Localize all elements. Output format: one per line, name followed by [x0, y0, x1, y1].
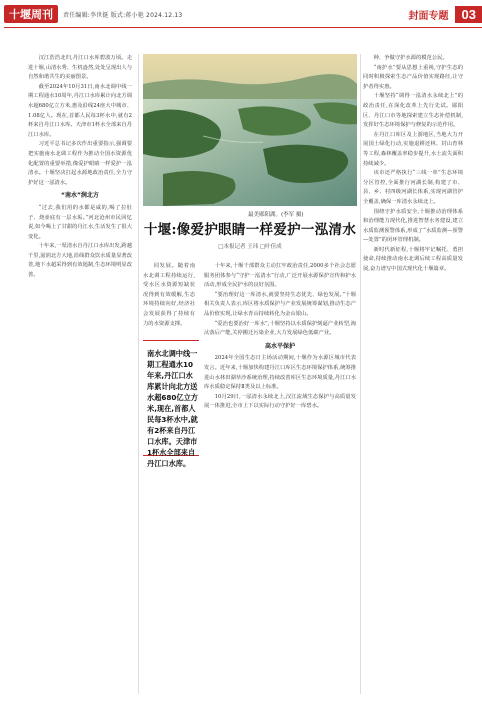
header-left	[4, 5, 182, 23]
paragraph: 2024年全国生态日主场活动期间,十堰作为水源区城市代表发言。近年来,十堰加快构建丹江口库区生态环境保护体系,统筹推进山水林田湖草沙系统治理,持续改善库区生态环境质量,丹江口水库水质稳定保持Ⅱ类及以上标准。	[204, 355, 356, 391]
page-number: 03	[455, 6, 482, 23]
paragraph: 同发展。随着南水北调工程持续运行,受水区水资源短缺状况得到有效缓解,生态环境持续向好,经济社会发展获得了持续有力的水资源支撑。	[143, 263, 195, 327]
paragraph: 十堰坚持“调得一泓清水永续北上”的政治责任,在深化改革上先行先试。郧阳区、丹江口市等地探索建立生态补偿机制,发挥好生态环境保护与修复的示范作用。	[363, 93, 463, 129]
publication-logo: 十堰周刊	[4, 5, 58, 23]
paragraph: 10月29日,一泓清水永续北上,汉江流域生态保护与高质量发展一体推进,全市上下以实际行动守护好一库碧水。	[204, 393, 356, 410]
lake-photo	[143, 54, 357, 206]
paragraph: 围绕守护水质安全,十堰推动治理体系和治理能力现代化,推进智慧水务建设,建立水质监测预警体系,形成了“水质监测—预警—处置”的闭环管理机制。	[363, 208, 463, 244]
subheading: 高水平保护	[264, 342, 295, 350]
article-byline: □本报记者 王玮 □叶佳成	[218, 244, 282, 250]
pull-quote	[143, 340, 199, 468]
header-rule	[4, 27, 482, 28]
paragraph: 新时代新征程,十堰将牢记嘱托、勇担使命,持续推动南水北调后续工程高质量发展,奋力谱写中国式现代化十堰篇章。	[363, 246, 463, 273]
column-divider	[138, 54, 139, 694]
paragraph: “爱治也要治好一库水”,十堰坚持以水质保护倒逼产业转型,淘汰落后产能,关停搬迁污染企业,大力发展绿色低碳产业。	[204, 320, 356, 337]
pull-quote-text: 南水北调中线一期工程通水10年来,丹江口水库累计向北方送水超680亿立方米,现在,首都人民每3杯水中,就有2杯来自丹江口水库。天津市1杯水全部来自丹江口水库。	[147, 349, 198, 468]
column-1	[28, 54, 132, 699]
paragraph: 种、争做守护水源的模范公民。	[373, 55, 448, 61]
subheading: “南水”润北方	[61, 192, 99, 200]
paragraph: 截至2024年10月31日,南水北调中线一期工程通水10周年,丹江口水库累计向北方调水超680亿立方米,惠及沿线24座大中城市、1.08亿人。现在,首都人民每3杯水中,就有2杯来自丹江口水库。天津市1杯水全部来自丹江口水库。	[28, 83, 132, 138]
page-header	[0, 0, 482, 28]
column-4	[363, 54, 463, 699]
paragraph: “过去,我们用的水都是咸的,喝了拉肚子、烧壶底有一层水垢。”河北沧州市民回忆说,如今喝上了甘甜的丹江水,生活发生了很大变化。	[28, 204, 132, 240]
lake-landscape-image	[143, 54, 357, 206]
header-right	[409, 4, 482, 24]
photo-caption: 最美郧阳湖。(李军 摄)	[248, 212, 304, 218]
section-label: 封面专题	[408, 10, 449, 22]
paragraph: 该市还严格执行“三线一单”生态环境分区管控,全面推行河湖长制,构建了市、县、乡、村四级河湖长体系,实现河湖管护全覆盖,确保一库清水永续北上。	[363, 170, 463, 205]
column-divider	[360, 54, 361, 694]
paragraph: 在丹江口库区及上游地区,当地大力开展国土绿化行动,实施退耕还林、封山育林等工程,森林覆盖率稳步提升,水土流失面积持续减少。	[363, 131, 463, 167]
editor-meta: 责任编辑:李世挺 版式:蒋小艳 2024.12.13	[63, 11, 183, 19]
paragraph: “南护水”要从思想上重视,守护生态的同时积极探索生态产品价值实现路径,让守护者得实惠。	[363, 64, 463, 90]
paragraph: 习近平总书记多次作出重要指示,强调要把实施南水北调工程作为推动全国水资源优化配置的重要举措,像爱护眼睛一样爱护一泓清水。十堰坚决扛起水源地政治责任,全力守护好这一泓清水。	[28, 141, 132, 186]
paragraph: 汉江浩浩北归,丹江口水库碧波万顷。走进十堰,山清水秀、生机盎然,处处呈现出人与自然和谐共生的美丽图景。	[28, 55, 132, 81]
article-headline: 十堰:像爱护眼睛一样爱护一泓清水	[143, 222, 357, 238]
paragraph: 十年来,十堰干部群众主动扛牢政治责任,2000多个社会志愿服务团体参与“守护一泓清水”行动,广泛开展水源保护宣传和护水活动,形成全民护水的良好氛围。	[204, 263, 356, 289]
paragraph: “要治理好这一库清水,就要坚持生态优先、绿色发展。”十堰相关负责人表示,库区将水质保护与产业发展统筹谋划,推动生态产品价值实现,让绿水青山持续转化为金山银山。	[204, 291, 356, 317]
column-3	[204, 262, 356, 699]
paragraph: 十年来,一渠清水自丹江口水库出发,跨越千里,滋润北方大地,沿线群众饮水质量显著改善,地下水超采得到有效遏制,生态环境明显改善。	[28, 243, 132, 279]
